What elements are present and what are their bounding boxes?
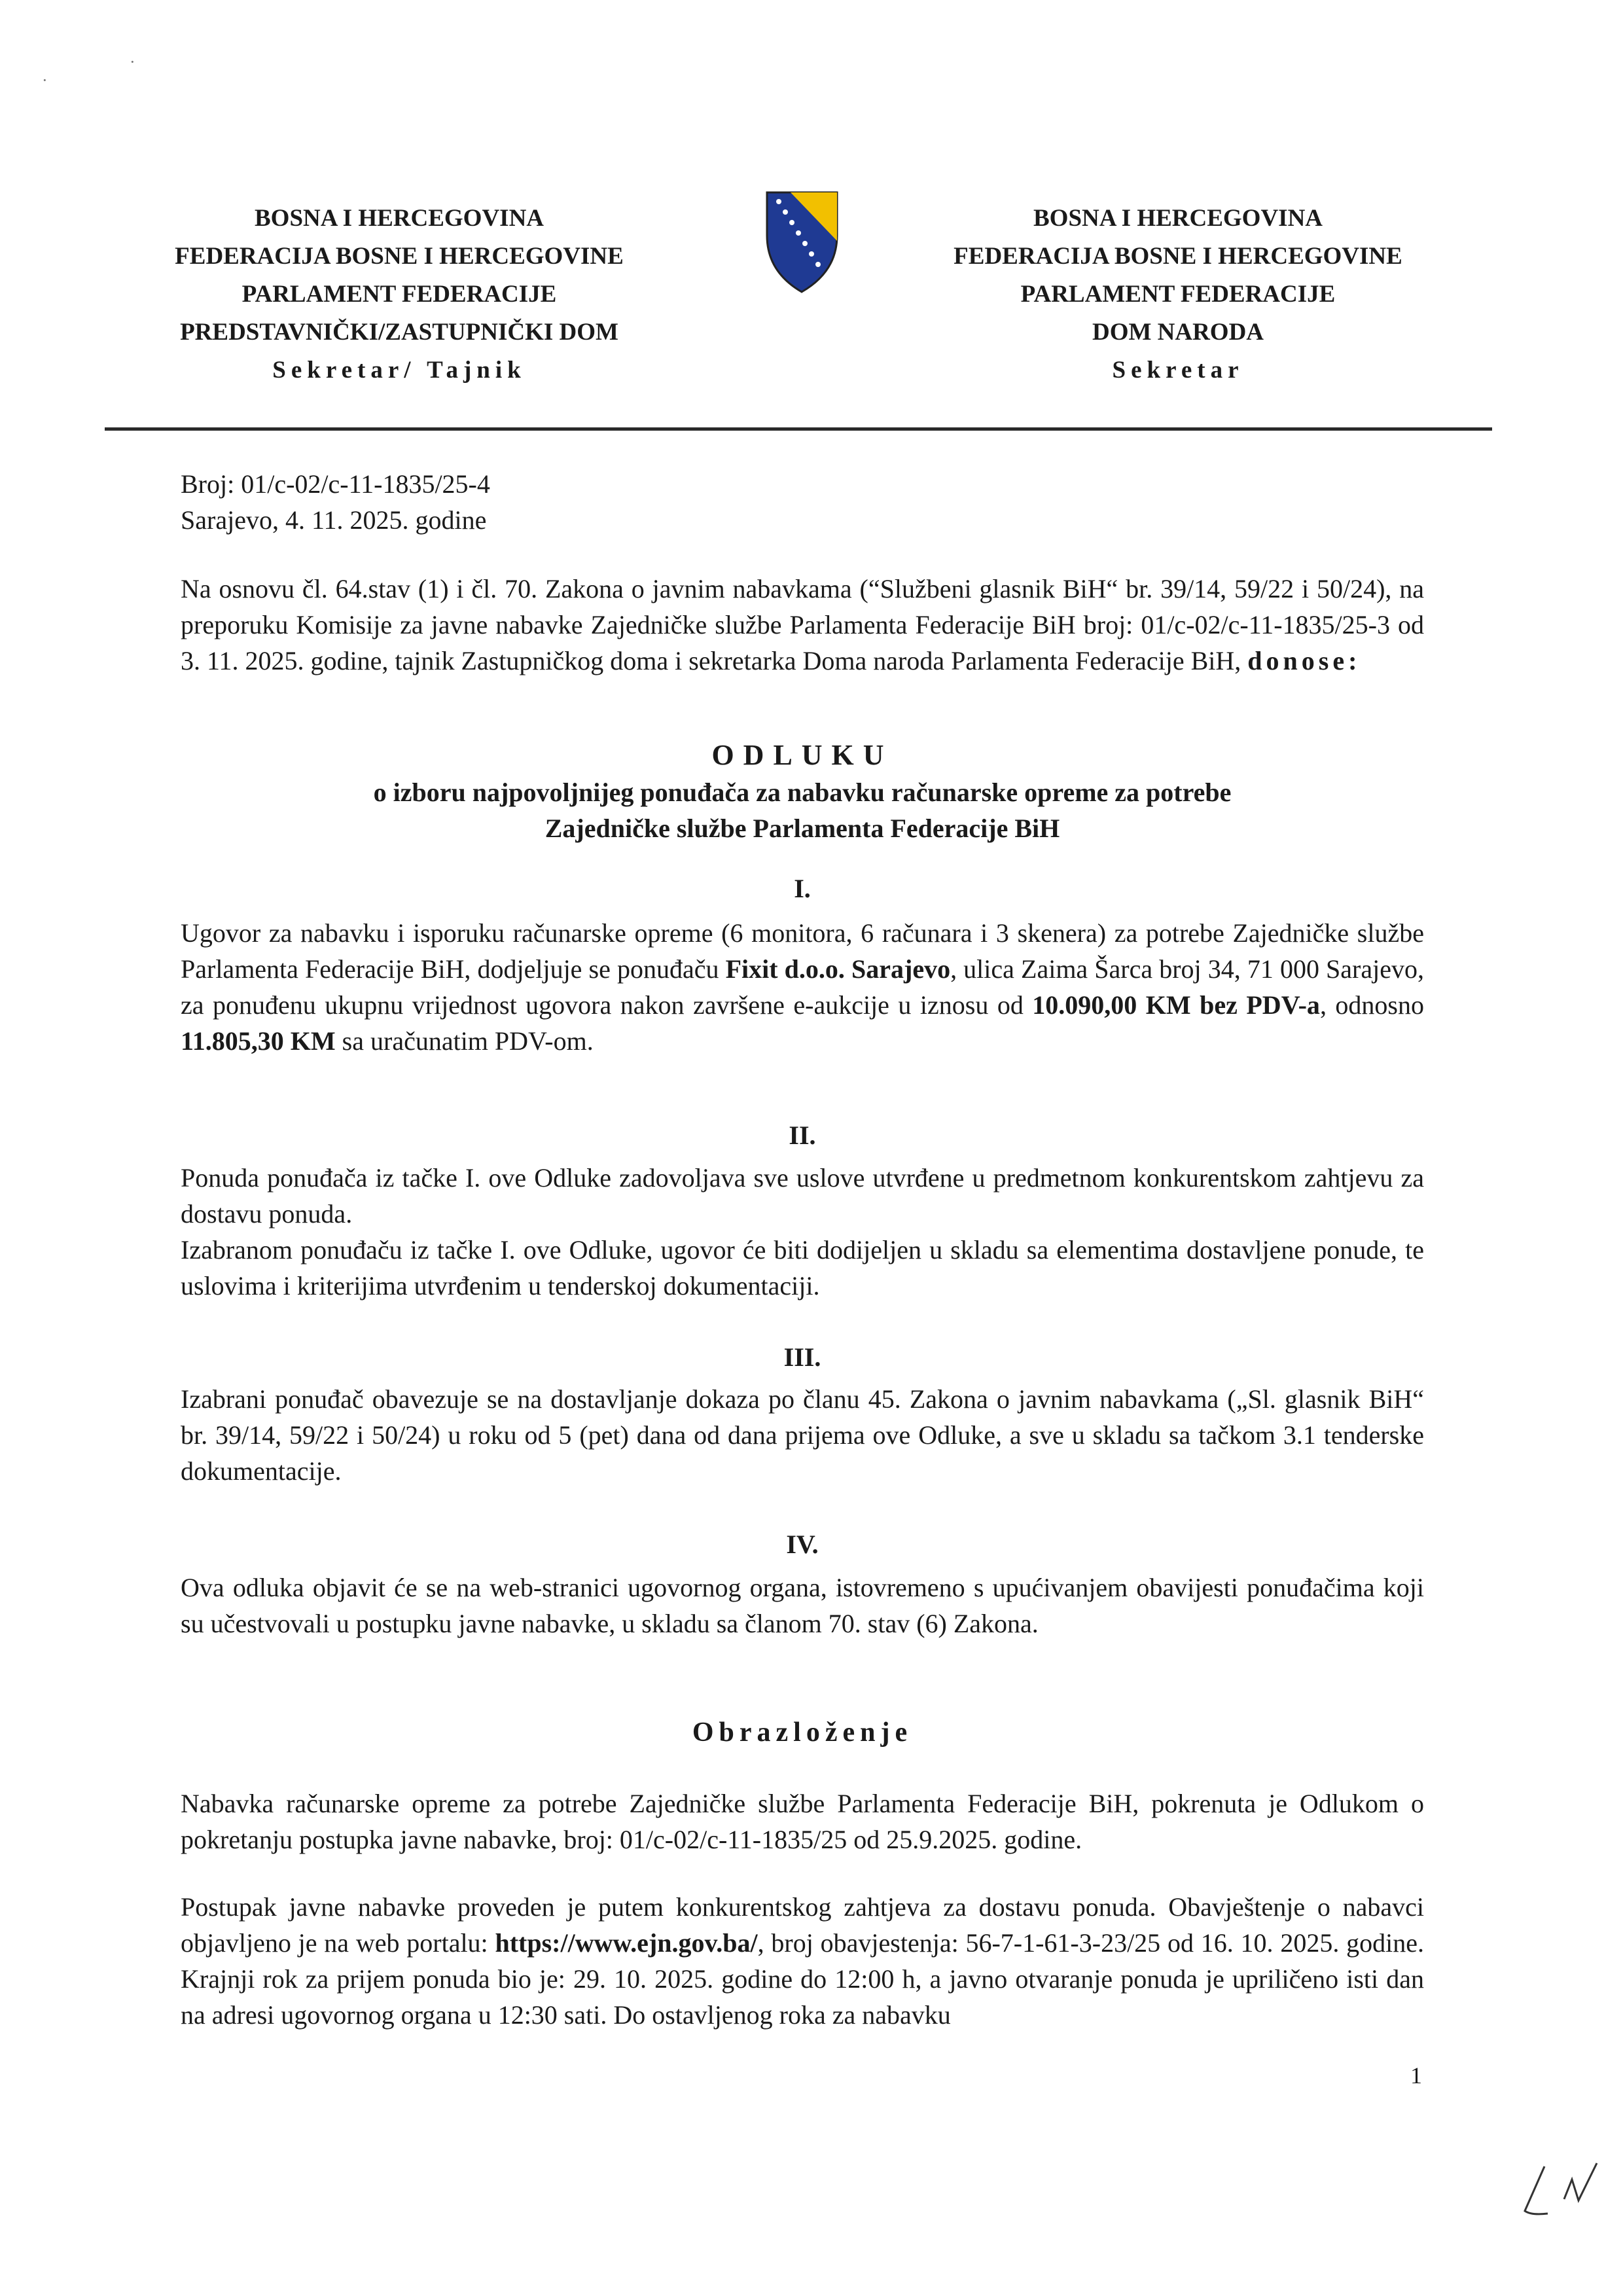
section-heading-4: IV. xyxy=(786,1530,819,1559)
section-heading-1: I. xyxy=(794,874,811,903)
header-right-line2: FEDERACIJA BOSNE I HERCEGOVINE xyxy=(954,243,1402,270)
decision-title: ODLUKU xyxy=(711,739,893,771)
section-3-paragraph: Izabrani ponuđač obavezuje se na dostavljanje dokaza po članu 45. Zakona o javnim nabavkama („Sl. glasnik BiH“ br. 39/14, 59/22 i 50/24) u roku od 5 (pet) dana od dana prijema ove Odluke, a sve u skladu sa tačkom 3.1 tenderske dokumentacije. xyxy=(181,1384,1424,1486)
header-right-line3: PARLAMENT FEDERACIJE xyxy=(1020,281,1336,308)
contractor-name: Fixit d.o.o. Sarajevo xyxy=(725,954,951,984)
section-1-text xyxy=(181,915,1424,1059)
scan-mark: · xyxy=(42,71,48,90)
section-heading-3: III. xyxy=(783,1342,821,1372)
header-right-line5: Sekretar xyxy=(1112,357,1244,384)
decision-subtitle-line2: Zajedničke službe Parlamenta Federacije BiH xyxy=(544,814,1060,843)
section-2-paragraph-2: Izabranom ponuđaču iz tačke I. ove Odluke, ugovor će biti dodijeljen u skladu sa elementima dostavljene ponude, te uslovima i kriterijima utvrđenim u tenderskoj dokumentaciji. xyxy=(181,1235,1424,1300)
header-right-line4: DOM NARODA xyxy=(1092,319,1264,346)
decision-subtitle xyxy=(181,774,1424,846)
header-left-line2: FEDERACIJA BOSNE I HERCEGOVINE xyxy=(175,243,624,270)
scan-mark: · xyxy=(130,52,135,71)
header-right xyxy=(910,200,1446,389)
reference-place-date: Sarajevo, 4. 11. 2025. godine xyxy=(181,505,487,535)
section-4-paragraph: Ova odluka objavit će se na web-stranici ugovornog organa, istovremeno s upućivanjem obavijesti ponuđačima koji su učestvovali u postupku javne nabavke, u skladu sa članom 70. stav (6) Zakona. xyxy=(181,1573,1424,1638)
amount-without-vat: 10.090,00 KM bez PDV-a xyxy=(1032,990,1320,1020)
reasoning-text-part: , broj obavjestenja: 56-7-1-61-3-23/25 od 16. 10. 2025. godine. Krajnji rok za prijem ponuda bio je: 29. 10. 2025. godine do 12:00 h, a javno otvaranje ponuda je upriličeno isti dan na adresi ugovornog organa u 12:30 sati. Do ostavljenog roka za nabavku xyxy=(181,1928,1424,2030)
preamble-bold: donose: xyxy=(1247,646,1361,675)
header-left xyxy=(131,200,668,389)
preamble xyxy=(181,571,1424,679)
section-2-paragraph-1: Ponuda ponuđača iz tačke I. ove Odluke zadovoljava sve uslove utvrđene u predmetnom konkurentskom zahtjevu za dostavu ponuda. xyxy=(181,1163,1424,1229)
header-left-line5: Sekretar/ Tajnik xyxy=(272,357,526,384)
reasoning-paragraph-1: Nabavka računarske opreme za potrebe Zajedničke službe Parlamenta Federacije BiH, pokrenuta je Odlukom o pokretanju postupka javne nabavke, broj: 01/c-02/c-11-1835/25 od 25.9.2025. godine. xyxy=(181,1789,1424,1854)
reference-number: Broj: 01/c-02/c-11-1835/25-4 xyxy=(181,469,490,499)
preamble-text: Na osnovu čl. 64.stav (1) i čl. 70. Zakona o javnim nabavkama (“Službeni glasnik BiH“ br. 39/14, 59/22 i 50/24), na preporuku Komisije za javne nabavke Zajedničke službe Parlamenta Federacije BiH broj: 01/c-02/c-11-1835/25-3 od 3. 11. 2025. godine, tajnik Zastupničkog doma i sekretarka Doma naroda Parlamenta Federacije BiH, xyxy=(181,574,1424,675)
section-1-text-part: , odnosno xyxy=(1319,990,1424,1020)
decision-subtitle-line1: o izboru najpovoljnijeg ponuđača za nabavku računarske opreme za potrebe xyxy=(373,778,1232,807)
header-divider xyxy=(105,427,1492,431)
page-number: 1 xyxy=(1410,2062,1422,2089)
handwritten-initials-icon xyxy=(1518,2153,1610,2225)
reference-block xyxy=(181,466,1424,538)
header-right-line1: BOSNA I HERCEGOVINA xyxy=(1033,205,1323,232)
amount-with-vat: 11.805,30 KM xyxy=(181,1026,336,1056)
coat-of-arms-icon xyxy=(764,190,840,295)
header-left-line3: PARLAMENT FEDERACIJE xyxy=(241,281,557,308)
reasoning-title: Obrazloženje xyxy=(692,1717,913,1748)
header-left-line1: BOSNA I HERCEGOVINA xyxy=(254,205,544,232)
section-1-text-part: , ulica Zaima Šarca broj 34, 71 000 Sarajevo, za ponuđenu ukupnu vrijednost ugovora nakon završene e-aukcije u iznosu od xyxy=(181,954,1424,1020)
section-heading-2: II. xyxy=(789,1121,816,1150)
reasoning-text-part: Postupak javne nabavke proveden je putem konkurentskog zahtjeva za dostavu ponuda. Obavještenje o nabavci objavljeno je na web portalu: xyxy=(181,1892,1424,1958)
header-left-line4: PREDSTAVNIČKI/ZASTUPNIČKI DOM xyxy=(180,319,618,346)
section-1-text-part: Ugovor za nabavku i isporuku računarske opreme (6 monitora, 6 računara i 3 skenera) za potrebe Zajedničke službe Parlamenta Federacije BiH, dodjeljuje se ponuđaču xyxy=(181,918,1424,984)
section-1-text-part: sa uračunatim PDV-om. xyxy=(335,1026,594,1056)
reasoning-paragraph-2 xyxy=(181,1889,1424,2033)
portal-link[interactable]: https://www.ejn.gov.ba/ xyxy=(495,1928,758,1958)
